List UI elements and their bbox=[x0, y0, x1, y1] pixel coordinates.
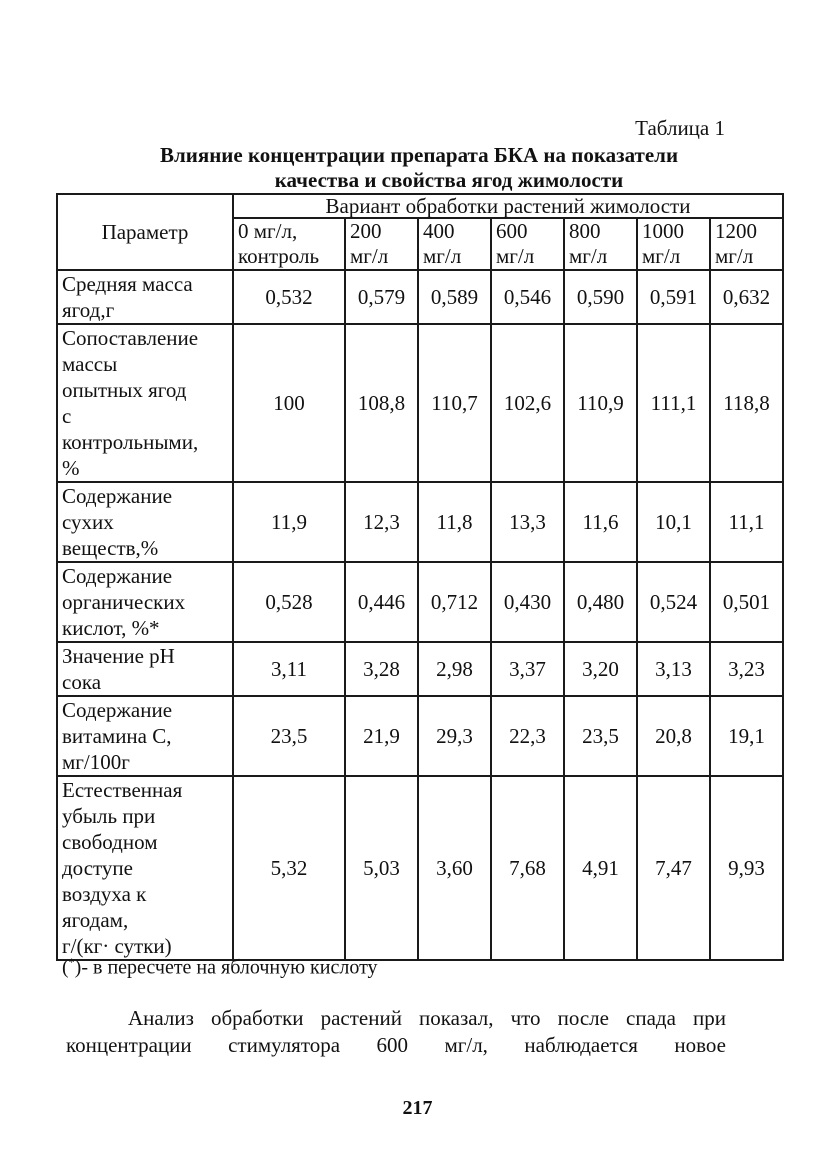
value-cell: 10,1 bbox=[637, 482, 710, 562]
value-cell: 13,3 bbox=[491, 482, 564, 562]
value-cell: 12,3 bbox=[345, 482, 418, 562]
table-number: Таблица 1 bbox=[635, 116, 725, 140]
table-row bbox=[57, 696, 783, 776]
parameter-name-line: г/(кг· сутки) bbox=[62, 934, 172, 958]
column-header-line: 1000 bbox=[642, 219, 684, 243]
parameter-name-line: органических bbox=[62, 590, 186, 614]
parameter-name-line: Содержание bbox=[62, 484, 173, 508]
value-cell: 0,546 bbox=[491, 270, 564, 324]
column-header-line: мг/л bbox=[423, 244, 462, 268]
parameter-name-line: % bbox=[62, 456, 80, 480]
parameter-name-line: сока bbox=[62, 670, 102, 694]
value-cell: 118,8 bbox=[710, 324, 783, 482]
table-row bbox=[57, 776, 783, 960]
value-cell: 0,430 bbox=[491, 562, 564, 642]
column-header-line: 600 bbox=[496, 219, 528, 243]
column-header bbox=[418, 218, 491, 270]
value-cell: 2,98 bbox=[418, 642, 491, 696]
value-cell: 110,9 bbox=[564, 324, 637, 482]
parameter-name-line: ягод,г bbox=[62, 298, 115, 322]
value-cell: 0,632 bbox=[710, 270, 783, 324]
table-row bbox=[57, 562, 783, 642]
value-cell: 3,20 bbox=[564, 642, 637, 696]
value-cell: 7,47 bbox=[637, 776, 710, 960]
table-row bbox=[57, 642, 783, 696]
value-cell: 111,1 bbox=[637, 324, 710, 482]
parameter-name bbox=[57, 776, 233, 960]
parameter-name-line: убыль при bbox=[62, 804, 156, 828]
table-caption bbox=[56, 143, 782, 193]
parameter-name-line: Естественная bbox=[62, 778, 183, 802]
value-cell: 0,501 bbox=[710, 562, 783, 642]
value-cell: 21,9 bbox=[345, 696, 418, 776]
value-cell: 0,590 bbox=[564, 270, 637, 324]
value-cell: 100 bbox=[233, 324, 345, 482]
value-cell: 0,524 bbox=[637, 562, 710, 642]
value-cell: 3,60 bbox=[418, 776, 491, 960]
parameter-name bbox=[57, 642, 233, 696]
value-cell: 11,6 bbox=[564, 482, 637, 562]
value-cell: 29,3 bbox=[418, 696, 491, 776]
parameter-name bbox=[57, 324, 233, 482]
parameter-name-line: Значение рН bbox=[62, 644, 175, 668]
caption-line-1: Влияние концентрации препарата БКА на показатели bbox=[159, 143, 679, 167]
table-row bbox=[57, 324, 783, 482]
column-header bbox=[233, 218, 345, 270]
parameter-name-line: ягодам, bbox=[62, 908, 129, 932]
footnote-text: - в пересчете на яблочную кислоту bbox=[81, 956, 378, 979]
value-cell: 102,6 bbox=[491, 324, 564, 482]
parameter-name-line: свободном bbox=[62, 830, 158, 854]
value-cell: 108,8 bbox=[345, 324, 418, 482]
column-header-line: 200 bbox=[350, 219, 382, 243]
data-table bbox=[56, 193, 784, 961]
value-cell: 11,8 bbox=[418, 482, 491, 562]
value-cell: 5,32 bbox=[233, 776, 345, 960]
column-header-line: 0 мг/л, bbox=[238, 219, 298, 243]
column-header-line: контроль bbox=[238, 244, 320, 268]
column-header-line: мг/л bbox=[496, 244, 535, 268]
column-header-line: 400 bbox=[423, 219, 455, 243]
value-cell: 0,480 bbox=[564, 562, 637, 642]
value-cell: 19,1 bbox=[710, 696, 783, 776]
column-header-line: мг/л bbox=[715, 244, 754, 268]
value-cell: 0,591 bbox=[637, 270, 710, 324]
parameter-name-line: веществ,% bbox=[62, 536, 159, 560]
value-cell: 3,13 bbox=[637, 642, 710, 696]
value-cell: 0,528 bbox=[233, 562, 345, 642]
value-cell: 23,5 bbox=[233, 696, 345, 776]
parameter-name-line: контрольными, bbox=[62, 430, 199, 454]
value-cell: 0,532 bbox=[233, 270, 345, 324]
table-row bbox=[57, 270, 783, 324]
value-cell: 3,37 bbox=[491, 642, 564, 696]
caption-line-2: качества и свойства ягод жимолости bbox=[274, 168, 624, 192]
footnote-mark: * bbox=[68, 955, 75, 969]
param-header: Параметр bbox=[57, 194, 233, 270]
value-cell: 22,3 bbox=[491, 696, 564, 776]
value-cell: 3,23 bbox=[710, 642, 783, 696]
value-cell: 110,7 bbox=[418, 324, 491, 482]
column-header bbox=[491, 218, 564, 270]
value-cell: 3,11 bbox=[233, 642, 345, 696]
value-cell: 11,9 bbox=[233, 482, 345, 562]
column-header-line: 800 bbox=[569, 219, 601, 243]
parameter-name-line: Сопоставление bbox=[62, 326, 199, 350]
table-body bbox=[57, 270, 783, 960]
column-header-line: 1200 bbox=[715, 219, 757, 243]
value-cell: 23,5 bbox=[564, 696, 637, 776]
parameter-name bbox=[57, 696, 233, 776]
parameter-name-line: мг/100г bbox=[62, 750, 130, 774]
parameter-name bbox=[57, 482, 233, 562]
column-header-line: мг/л bbox=[642, 244, 681, 268]
parameter-name-line: витамина С, bbox=[62, 724, 172, 748]
column-header bbox=[345, 218, 418, 270]
variant-header: Вариант обработки растений жимолости bbox=[233, 194, 783, 218]
column-header-line: мг/л bbox=[569, 244, 608, 268]
parameter-name bbox=[57, 562, 233, 642]
parameter-name-line: кислот, %* bbox=[62, 616, 160, 640]
page-number: 217 bbox=[402, 1097, 433, 1119]
column-header bbox=[564, 218, 637, 270]
value-cell: 5,03 bbox=[345, 776, 418, 960]
parameter-name-line: Средняя масса bbox=[62, 272, 193, 296]
parameter-name-line: сухих bbox=[62, 510, 114, 534]
value-cell: 9,93 bbox=[710, 776, 783, 960]
column-header bbox=[710, 218, 783, 270]
value-cell: 20,8 bbox=[637, 696, 710, 776]
parameter-name-line: массы bbox=[62, 352, 118, 376]
value-cell: 0,589 bbox=[418, 270, 491, 324]
parameter-name-line: опытных ягод bbox=[62, 378, 187, 402]
parameter-name-line: с bbox=[62, 404, 72, 428]
body-paragraph: Анализ обработки растений показал, что после спада при концентрации стимулятора 600 мг/л, наблюдается новое bbox=[66, 1006, 726, 1057]
value-cell: 7,68 bbox=[491, 776, 564, 960]
value-cell: 0,579 bbox=[345, 270, 418, 324]
value-cell: 0,712 bbox=[418, 562, 491, 642]
footnote: (*)- в пересчете на яблочную кислоту bbox=[62, 955, 378, 979]
value-cell: 4,91 bbox=[564, 776, 637, 960]
parameter-name-line: воздуха к bbox=[62, 882, 147, 906]
parameter-name-line: Содержание bbox=[62, 698, 173, 722]
column-header-line: мг/л bbox=[350, 244, 389, 268]
column-header bbox=[637, 218, 710, 270]
value-cell: 3,28 bbox=[345, 642, 418, 696]
table-row bbox=[57, 482, 783, 562]
value-cell: 11,1 bbox=[710, 482, 783, 562]
parameter-name-line: Содержание bbox=[62, 564, 173, 588]
parameter-name bbox=[57, 270, 233, 324]
parameter-name-line: доступе bbox=[62, 856, 133, 880]
value-cell: 0,446 bbox=[345, 562, 418, 642]
